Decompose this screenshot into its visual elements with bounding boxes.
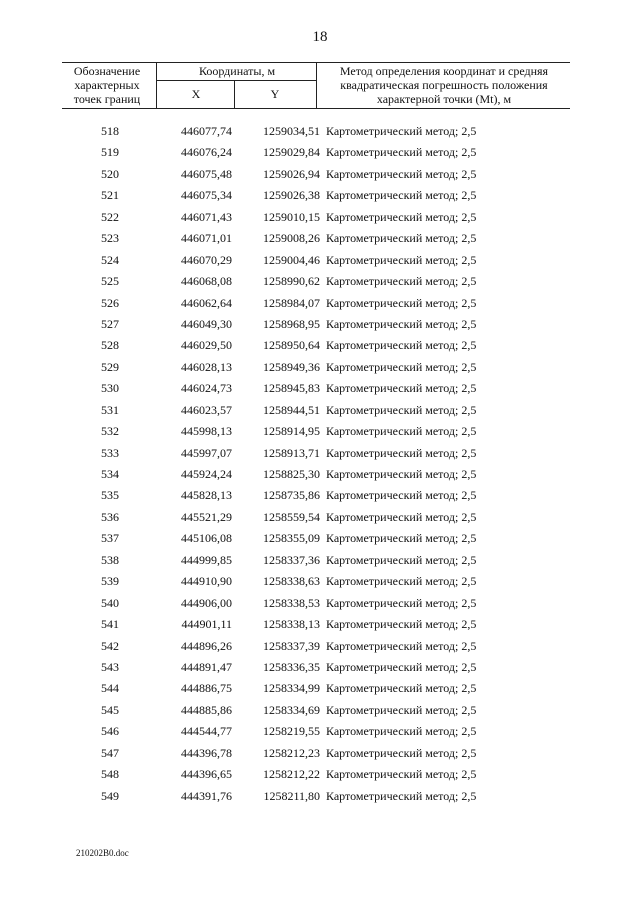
point-number: 549 xyxy=(101,788,119,803)
coord-y: 1258337,36 xyxy=(263,552,320,567)
coord-y: 1258334,99 xyxy=(263,681,320,696)
method-cell: Картометрический метод; 2,5 xyxy=(326,295,477,310)
header-x: X xyxy=(191,87,201,101)
table-row xyxy=(0,658,640,679)
method-cell: Картометрический метод; 2,5 xyxy=(326,252,477,267)
method-cell: Картометрический метод; 2,5 xyxy=(326,681,477,696)
point-number: 544 xyxy=(101,681,119,696)
coord-x: 445997,07 xyxy=(181,445,232,460)
method-cell: Картометрический метод; 2,5 xyxy=(326,531,477,546)
coord-y: 1258945,83 xyxy=(263,381,320,396)
coord-y: 1258336,35 xyxy=(263,659,320,674)
method-cell: Картометрический метод; 2,5 xyxy=(326,788,477,803)
table-row xyxy=(0,551,640,572)
method-cell: Картометрический метод; 2,5 xyxy=(326,702,477,717)
table-row xyxy=(0,165,640,186)
method-cell: Картометрический метод; 2,5 xyxy=(326,316,477,331)
point-number: 520 xyxy=(101,166,119,181)
header-point-designation: Обозначение характерных точек границ xyxy=(73,64,141,106)
table-row xyxy=(0,615,640,636)
table-row xyxy=(0,143,640,164)
method-cell: Картометрический метод; 2,5 xyxy=(326,745,477,760)
coord-y: 1259026,94 xyxy=(263,166,320,181)
point-number: 534 xyxy=(101,467,119,481)
coord-y: 1259004,46 xyxy=(263,252,320,267)
coord-y: 1259008,26 xyxy=(263,231,320,246)
header-divider-right xyxy=(316,62,317,109)
coord-y: 1258913,71 xyxy=(263,445,320,460)
method-cell: Картометрический метод; 2,5 xyxy=(326,188,477,203)
table-row xyxy=(0,465,640,486)
coord-x: 446071,43 xyxy=(181,209,232,224)
coord-y: 1259029,84 xyxy=(263,145,320,160)
point-number: 530 xyxy=(101,381,119,396)
coord-x: 444906,00 xyxy=(181,595,232,610)
method-cell: Картометрический метод; 2,5 xyxy=(326,445,477,460)
point-number: 538 xyxy=(101,552,119,567)
coord-x: 444910,90 xyxy=(181,574,232,589)
method-cell: Картометрический метод; 2,5 xyxy=(326,359,477,374)
point-number: 541 xyxy=(101,617,119,632)
coord-y: 1259034,51 xyxy=(263,124,320,138)
point-number: 545 xyxy=(101,702,119,717)
method-cell: Картометрический метод; 2,5 xyxy=(326,424,477,439)
point-number: 548 xyxy=(101,767,119,782)
method-cell: Картометрический метод; 2,5 xyxy=(326,724,477,739)
coords-underline xyxy=(156,80,316,81)
point-number: 531 xyxy=(101,402,119,417)
table-row xyxy=(0,594,640,615)
point-number: 535 xyxy=(101,488,119,503)
coord-y: 1258219,55 xyxy=(263,724,320,739)
coord-x: 446068,08 xyxy=(181,274,232,289)
table-row xyxy=(0,122,640,143)
method-cell: Картометрический метод; 2,5 xyxy=(326,767,477,782)
table-row xyxy=(0,336,640,357)
coord-x: 446070,29 xyxy=(181,252,232,267)
coord-y: 1258944,51 xyxy=(263,402,320,417)
method-cell: Картометрический метод; 2,5 xyxy=(326,166,477,181)
table-row xyxy=(0,637,640,658)
method-cell: Картометрический метод; 2,5 xyxy=(326,145,477,160)
table-row xyxy=(0,294,640,315)
coord-y: 1258559,54 xyxy=(263,509,320,524)
table-row xyxy=(0,572,640,593)
point-number: 527 xyxy=(101,316,119,331)
coord-y: 1258338,13 xyxy=(263,617,320,632)
method-cell: Картометрический метод; 2,5 xyxy=(326,509,477,524)
header-method: Метод определения координат и средняя квадратическая погрешность положения характерной точки (Mt), м xyxy=(339,64,549,106)
coord-y: 1258735,86 xyxy=(263,488,320,503)
table-row xyxy=(0,315,640,336)
table-row xyxy=(0,251,640,272)
coord-y: 1258950,64 xyxy=(263,338,320,353)
coord-y: 1259010,15 xyxy=(263,209,320,224)
coord-x: 446024,73 xyxy=(181,381,232,396)
xy-divider xyxy=(234,80,235,109)
table-row xyxy=(0,272,640,293)
point-number: 539 xyxy=(101,574,119,589)
coord-x: 444901,11 xyxy=(181,617,232,632)
coord-x: 446023,57 xyxy=(181,402,232,417)
method-cell: Картометрический метод; 2,5 xyxy=(326,488,477,503)
coord-x: 444896,26 xyxy=(181,638,232,653)
table-row xyxy=(0,679,640,700)
table-row xyxy=(0,229,640,250)
method-cell: Картометрический метод; 2,5 xyxy=(326,381,477,396)
header-y: Y xyxy=(270,87,280,101)
point-number: 518 xyxy=(101,124,119,138)
method-cell: Картометрический метод; 2,5 xyxy=(326,552,477,567)
method-cell: Картометрический метод; 2,5 xyxy=(326,467,477,481)
coord-y: 1258212,23 xyxy=(263,745,320,760)
table-row xyxy=(0,358,640,379)
table-row xyxy=(0,722,640,743)
point-number: 526 xyxy=(101,295,119,310)
coord-x: 446029,50 xyxy=(181,338,232,353)
coord-x: 444544,77 xyxy=(181,724,232,739)
method-cell: Картометрический метод; 2,5 xyxy=(326,124,477,138)
point-number: 536 xyxy=(101,509,119,524)
method-cell: Картометрический метод; 2,5 xyxy=(326,659,477,674)
point-number: 524 xyxy=(101,252,119,267)
point-number: 523 xyxy=(101,231,119,246)
coord-y: 1258968,95 xyxy=(263,316,320,331)
coord-y: 1258990,62 xyxy=(263,274,320,289)
method-cell: Картометрический метод; 2,5 xyxy=(326,595,477,610)
coord-y: 1258337,39 xyxy=(263,638,320,653)
page-number: 18 xyxy=(312,29,328,45)
coord-x: 446075,48 xyxy=(181,166,232,181)
method-cell: Картометрический метод; 2,5 xyxy=(326,209,477,224)
coord-y: 1258984,07 xyxy=(263,295,320,310)
coord-y: 1258338,53 xyxy=(263,595,320,610)
coord-y: 1258334,69 xyxy=(263,702,320,717)
coord-x: 444886,75 xyxy=(181,681,232,696)
coord-y: 1258338,63 xyxy=(263,574,320,589)
table-row xyxy=(0,422,640,443)
method-cell: Картометрический метод; 2,5 xyxy=(326,274,477,289)
table-row xyxy=(0,529,640,550)
point-number: 522 xyxy=(101,209,119,224)
table-row xyxy=(0,486,640,507)
coord-y: 1258825,30 xyxy=(263,467,320,481)
table-row xyxy=(0,186,640,207)
coord-y: 1258211,80 xyxy=(263,788,320,803)
coord-x: 444396,78 xyxy=(181,745,232,760)
coord-x: 445998,13 xyxy=(181,424,232,439)
coord-y: 1258355,09 xyxy=(263,531,320,546)
coord-x: 446062,64 xyxy=(181,295,232,310)
table-row xyxy=(0,701,640,722)
table-row xyxy=(0,208,640,229)
point-number: 521 xyxy=(101,188,119,203)
table-row xyxy=(0,379,640,400)
point-number: 519 xyxy=(101,145,119,160)
coord-x: 446049,30 xyxy=(181,316,232,331)
coord-x: 446076,24 xyxy=(181,145,232,160)
coord-x: 444396,65 xyxy=(181,767,232,782)
coord-x: 446028,13 xyxy=(181,359,232,374)
coord-y: 1258949,36 xyxy=(263,359,320,374)
coord-x: 444391,76 xyxy=(181,788,232,803)
table-row xyxy=(0,401,640,422)
coord-x: 445924,24 xyxy=(181,467,232,481)
coord-y: 1258212,22 xyxy=(263,767,320,782)
coord-x: 446071,01 xyxy=(181,231,232,246)
method-cell: Картометрический метод; 2,5 xyxy=(326,617,477,632)
point-number: 547 xyxy=(101,745,119,760)
point-number: 532 xyxy=(101,424,119,439)
coord-x: 446077,74 xyxy=(181,124,232,138)
coord-x: 445521,29 xyxy=(181,509,232,524)
method-cell: Картометрический метод; 2,5 xyxy=(326,338,477,353)
table-row xyxy=(0,787,640,808)
point-number: 543 xyxy=(101,659,119,674)
table-row xyxy=(0,508,640,529)
table-row xyxy=(0,744,640,765)
point-number: 529 xyxy=(101,359,119,374)
method-cell: Картометрический метод; 2,5 xyxy=(326,638,477,653)
coord-y: 1258914,95 xyxy=(263,424,320,439)
coord-x: 444999,85 xyxy=(181,552,232,567)
footer-filename: 210202B0.doc xyxy=(76,848,129,858)
point-number: 533 xyxy=(101,445,119,460)
point-number: 542 xyxy=(101,638,119,653)
table-row xyxy=(0,765,640,786)
header-coordinates: Координаты, м xyxy=(198,64,276,78)
method-cell: Картометрический метод; 2,5 xyxy=(326,402,477,417)
header-divider-left xyxy=(156,62,157,109)
point-number: 537 xyxy=(101,531,119,546)
point-number: 540 xyxy=(101,595,119,610)
coord-x: 444885,86 xyxy=(181,702,232,717)
coord-x: 444891,47 xyxy=(181,659,232,674)
method-cell: Картометрический метод; 2,5 xyxy=(326,574,477,589)
method-cell: Картометрический метод; 2,5 xyxy=(326,231,477,246)
point-number: 528 xyxy=(101,338,119,353)
coord-x: 446075,34 xyxy=(181,188,232,203)
point-number: 546 xyxy=(101,724,119,739)
table-row xyxy=(0,444,640,465)
coord-x: 445106,08 xyxy=(181,531,232,546)
point-number: 525 xyxy=(101,274,119,289)
coord-x: 445828,13 xyxy=(181,488,232,503)
coord-y: 1259026,38 xyxy=(263,188,320,203)
coordinates-table-body xyxy=(0,122,640,808)
